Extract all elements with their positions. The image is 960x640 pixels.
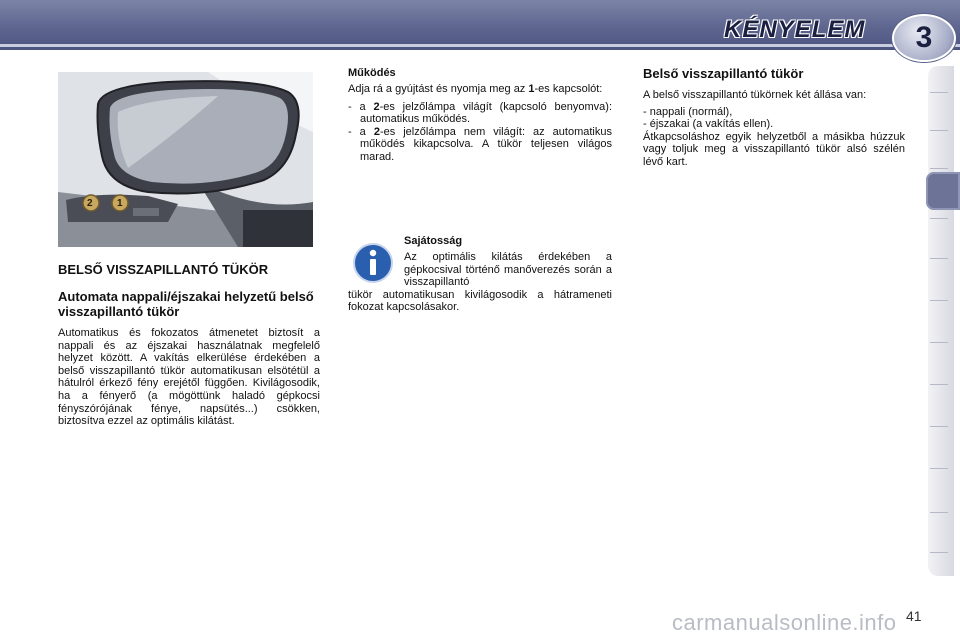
index-tab-divider <box>930 168 948 169</box>
callout-1: 1 <box>117 198 123 209</box>
right-item-1: - nappali (normál), <box>643 105 733 118</box>
info-note <box>348 234 612 314</box>
index-tab-divider <box>930 130 948 131</box>
right-intro: A belső visszapillantó tükörnek két állása van: <box>643 89 867 101</box>
operation-heading: Működés <box>348 67 396 79</box>
right-column <box>643 66 905 169</box>
index-tab-divider <box>930 342 948 343</box>
right-item-2: - éjszakai (a vakítás ellen). <box>643 118 774 131</box>
mirror-illustration <box>58 72 313 247</box>
note-text-part1: Az optimális kilátás érdekében a gépkocsival történő manőverezés során a visszapillantó <box>404 251 612 289</box>
index-tab-divider <box>930 300 948 301</box>
index-tab-divider <box>930 512 948 513</box>
note-heading: Sajátosság <box>404 235 463 247</box>
index-tab-divider <box>930 426 948 427</box>
section-title: BELSŐ VISSZAPILLANTÓ TÜKÖR <box>58 262 269 277</box>
right-heading: Belső visszapillantó tükör <box>643 66 804 81</box>
index-tab-divider <box>930 384 948 385</box>
header-divider <box>0 44 960 47</box>
section-subtitle: Automata nappali/éjszakai helyzetű belső visszapillantó tükör <box>58 289 314 319</box>
operation-item-2: - a 2-es jelzőlámpa nem világít: az automatikus működés kikapcsolva. A tükör teljesen világos marad. <box>348 125 612 163</box>
chapter-number-badge: 3 <box>892 14 956 62</box>
info-icon <box>352 242 394 284</box>
index-tab-divider <box>930 552 948 553</box>
callout-2: 2 <box>87 198 93 209</box>
chapter-index-rail <box>928 66 954 576</box>
index-tab-divider <box>930 218 948 219</box>
watermark: carmanualsonline.info <box>672 610 897 635</box>
note-text-part2: tükör automatikusan kivilágosodik a hátrameneti fokozat kapcsolásakor. <box>348 288 612 314</box>
operation-intro: Adja rá a gyújtást és nyomja meg az 1-es kapcsolót: <box>348 83 603 95</box>
middle-column <box>348 66 612 164</box>
rearview-mirror-photo <box>58 72 313 247</box>
section-body: Automatikus és fokozatos átmenetet biztosít a nappali és az éjszakai használatnak megfelelő helyzet között. A vakítás elkerülése érdekében a belső visszapillantó tükör automatikusan elsötétül a hátulról érkező fény erejétől függően. Kivilágosodik, ha a fényerő (a mögöttünk haladó gépkocsi fényszórójának fénye, napsütés...) csökken, biztosítva ezzel az optimális kilátást. <box>58 327 320 428</box>
right-body: Átkapcsoláshoz egyik helyzetből a másikba húzzuk vagy toljuk meg a visszapillantó tükör alsó szélén lévő kart. <box>643 130 905 168</box>
page-number: 41 <box>906 608 922 624</box>
operation-item-1: - a 2-es jelzőlámpa világít (kapcsoló benyomva): automatikus működés. <box>348 100 612 126</box>
left-column <box>58 262 320 428</box>
index-tab-active-chapter[interactable] <box>926 172 960 210</box>
index-tab-divider <box>930 468 948 469</box>
index-tab-divider <box>930 258 948 259</box>
chapter-title: KÉNYELEM <box>724 16 866 43</box>
index-tab-divider <box>930 92 948 93</box>
